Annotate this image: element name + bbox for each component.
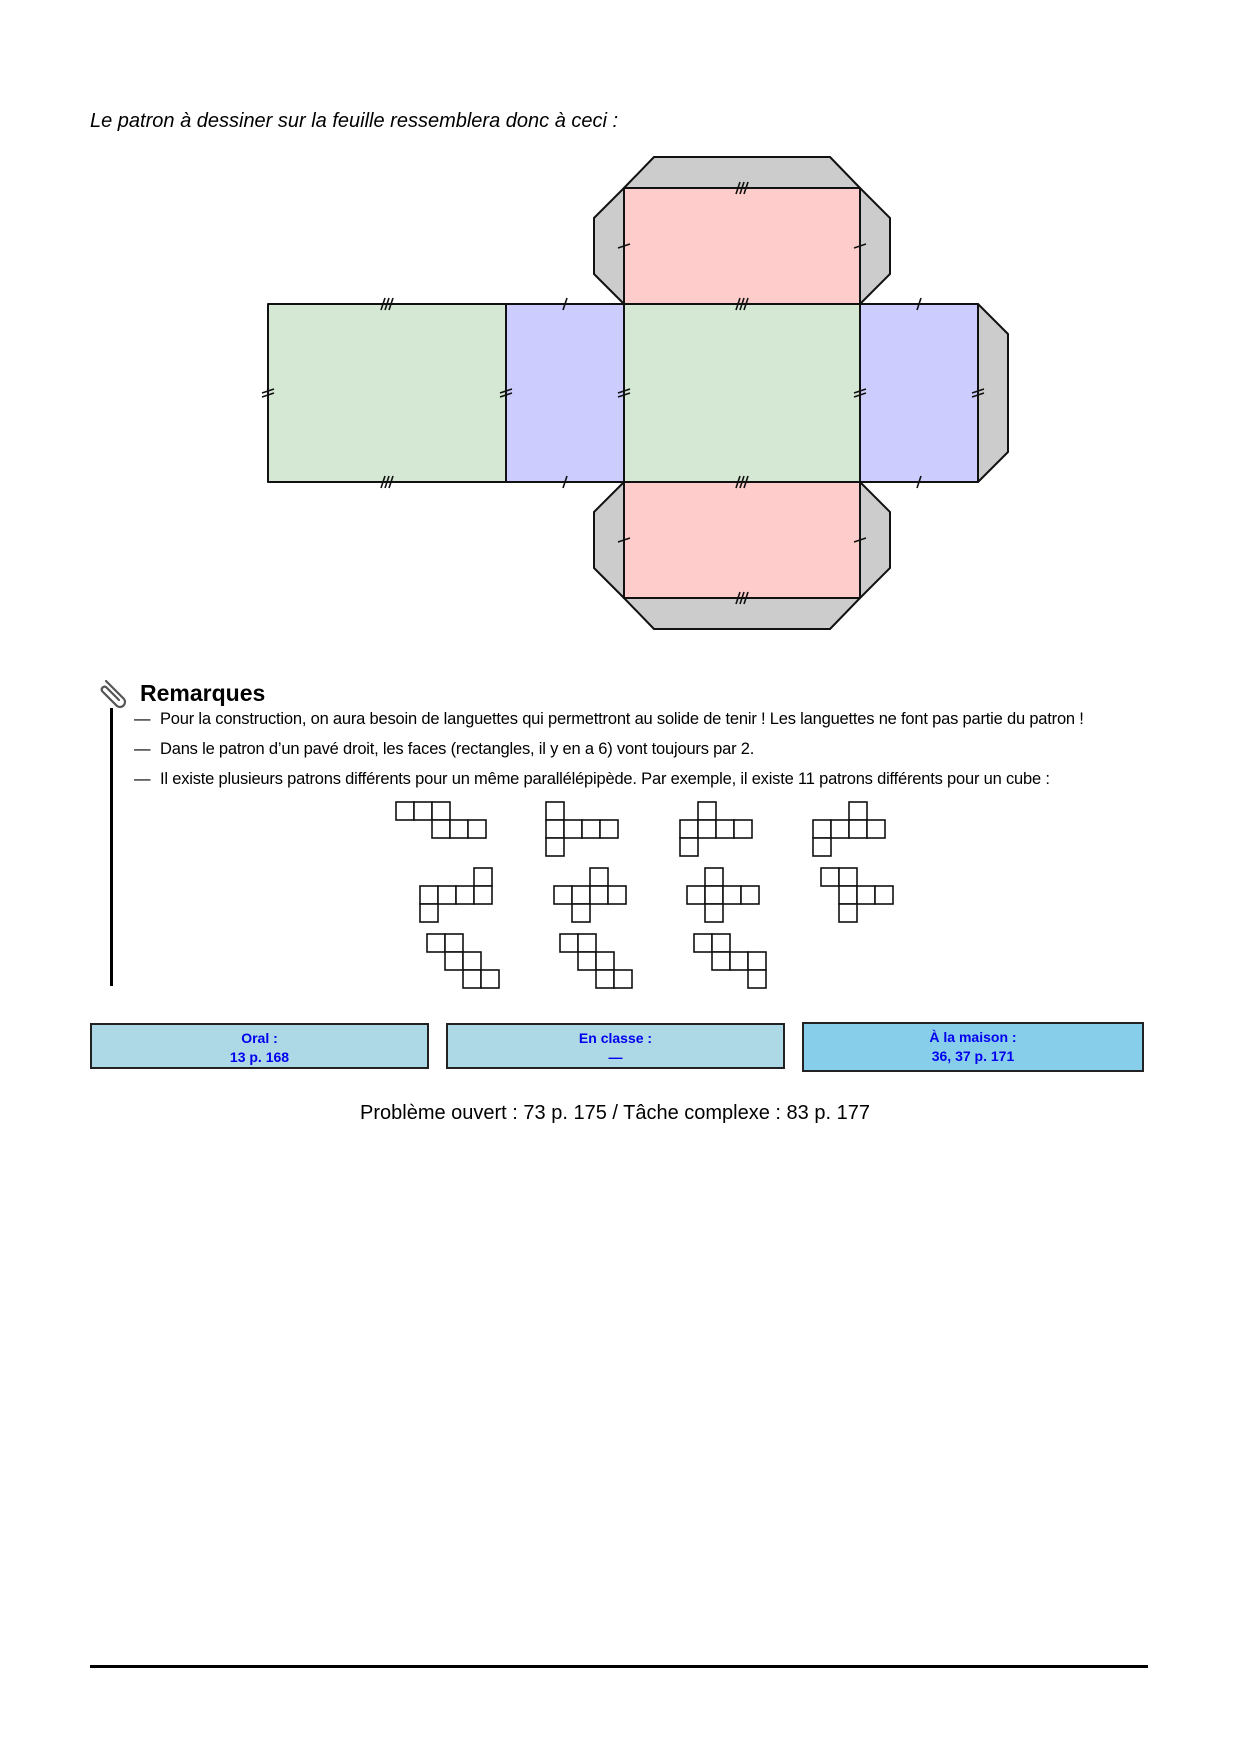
cube-net-square [680,838,698,856]
cube-net-square [596,952,614,970]
dash: — [134,770,151,788]
homework-title: À la maison : [929,1029,1017,1045]
cube-net-square [687,886,705,904]
cube-net-square [839,904,857,922]
remark-text: Dans le patron d’un pavé droit, les faces (rectangles, il y en a 6) vont toujours par 2. [160,740,755,758]
cube-net-square [554,886,572,904]
cube-net-square [590,886,608,904]
cube-net-square [596,970,614,988]
cube-net-square [474,886,492,904]
cube-net-square [546,802,564,820]
cube-net-square [396,802,414,820]
cube-net-square [438,886,456,904]
cube-net-square [730,952,748,970]
cube-net [694,934,766,988]
cube-net-square [578,934,596,952]
cube-net-square [456,886,474,904]
cube-net-square [445,934,463,952]
cube-net-square [831,820,849,838]
remark-text: Pour la construction, on aura besoin de languettes qui permettront au solide de tenir ! Les languettes ne font pas partie du patron ! [160,710,1084,728]
cube-net-square [821,868,839,886]
cube-net-square [481,970,499,988]
cube-net-square [723,886,741,904]
cube-net [821,868,893,922]
cube-net [554,868,626,922]
oral-value: 13 p. 168 [229,1049,290,1065]
cube-net-square [463,970,481,988]
cube-net-square [614,970,632,988]
cube-net-square [432,820,450,838]
cube-net [396,802,486,838]
cube-net-square [698,802,716,820]
cube-net-square [734,820,752,838]
cube-net-square [849,802,867,820]
cube-net-square [427,934,445,952]
classwork-title: En classe : [578,1030,653,1046]
cube-net-square [578,952,596,970]
cube-net-square [741,886,759,904]
cube-net-square [432,802,450,820]
cube-net-square [572,904,590,922]
cube-net-square [582,820,600,838]
cube-net-square [694,934,712,952]
intro-text: Le patron à dessiner sur la feuille ressemblera donc à ceci : [90,110,619,132]
cube-net-square [590,868,608,886]
cube-net-square [680,820,698,838]
cube-net-square [420,886,438,904]
cube-net-square [564,820,582,838]
cube-net-square [849,820,867,838]
cube-net-square [748,970,766,988]
classwork-exercises-box [446,1023,785,1069]
cube-net [560,934,632,988]
cube-net [813,802,885,856]
cube-net-square [867,820,885,838]
cube-net-square [445,952,463,970]
cube-net [687,868,759,922]
homework-value: 36, 37 p. 171 [931,1048,1015,1064]
cube-net [546,802,618,856]
cube-net-square [716,820,734,838]
cube-net-square [608,886,626,904]
dash: — [134,710,151,728]
cube-net [420,868,492,922]
cube-net-square [450,820,468,838]
cube-net-square [839,868,857,886]
open-problem-line: Problème ouvert : 73 p. 175 / Tâche complexe : 83 p. 177 [360,1102,870,1124]
cube-net [680,802,752,856]
dash: — [134,740,151,758]
cube-net-square [468,820,486,838]
cube-net-square [813,838,831,856]
cube-net-square [414,802,432,820]
homework-exercises-box [802,1022,1144,1072]
footer-rule [90,1665,1148,1668]
remark-text: Il existe plusieurs patrons différents pour un même parallélépipède. Par exemple, il existe 11 patrons différents pour un cube : [160,770,1050,788]
cube-net-square [705,904,723,922]
classwork-value: — [608,1049,623,1065]
oral-title: Oral : [241,1030,278,1046]
cube-net-square [546,820,564,838]
cube-net-square [698,820,716,838]
cube-net-square [420,904,438,922]
cube-net-square [546,838,564,856]
cube-net-square [813,820,831,838]
cube-net-square [463,952,481,970]
cube-net-square [572,886,590,904]
remarks-title: Remarques [140,679,266,706]
cube-net-square [712,952,730,970]
oral-exercises-box [90,1023,429,1069]
cube-net [427,934,499,988]
cube-net-square [748,952,766,970]
cube-net-square [705,868,723,886]
cube-net-square [560,934,578,952]
cube-net-square [857,886,875,904]
cube-net-square [474,868,492,886]
cube-net-square [875,886,893,904]
cube-net-square [839,886,857,904]
cube-net-square [600,820,618,838]
cube-net-square [712,934,730,952]
cube-net-square [705,886,723,904]
